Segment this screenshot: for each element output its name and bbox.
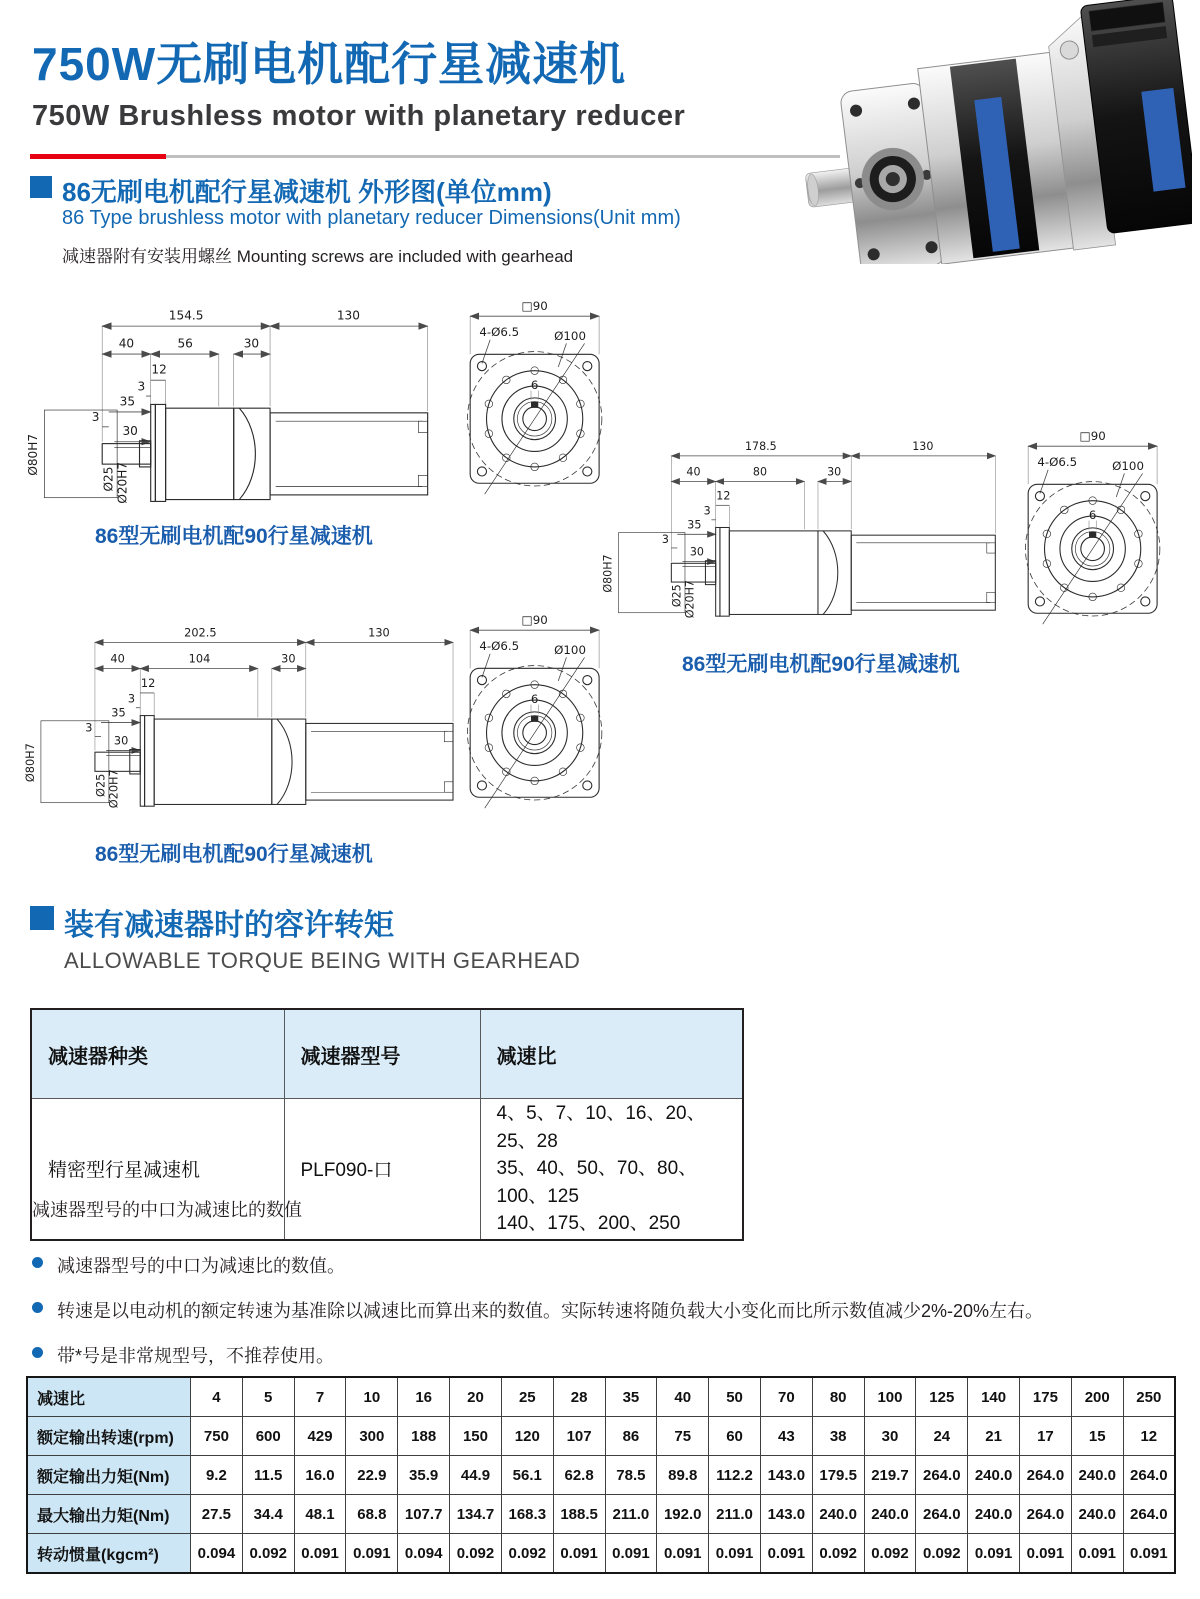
dim-label: Ø20H7 xyxy=(115,461,130,504)
drawing-caption-1: 86型无刷电机配90行星减速机 xyxy=(95,525,373,548)
dim-label: 4-Ø6.5 xyxy=(479,639,520,654)
front-view-drawing-3 xyxy=(452,612,620,819)
spec-cell: 188 xyxy=(398,1417,450,1456)
spec-cell: 24 xyxy=(916,1417,968,1456)
spec-cell: 192.0 xyxy=(657,1495,709,1534)
spec-cell: 68.8 xyxy=(346,1495,398,1534)
dim-label: 3 xyxy=(91,410,100,425)
spec-cell: 600 xyxy=(242,1417,294,1456)
spec-cell: 44.9 xyxy=(450,1456,502,1495)
dim-label: 3 xyxy=(661,532,669,546)
spec-cell: 17 xyxy=(1020,1417,1072,1456)
dim-label: 6 xyxy=(530,691,539,706)
spec-cell: 0.091 xyxy=(657,1534,709,1574)
dim-label: □90 xyxy=(1079,428,1106,443)
spec-cell: 12 xyxy=(1123,1417,1175,1456)
spec-cell: 30 xyxy=(864,1417,916,1456)
dim-label: 56 xyxy=(177,336,193,351)
dim-label: 3 xyxy=(137,379,146,394)
spec-cell: 70 xyxy=(760,1377,812,1417)
spec-cell: 0.091 xyxy=(1020,1534,1072,1574)
spec-cell: 107 xyxy=(553,1417,605,1456)
spec-cell: 134.7 xyxy=(450,1495,502,1534)
spec-cell: 16.0 xyxy=(294,1456,346,1495)
spec-cell: 0.091 xyxy=(968,1534,1020,1574)
spec-cell: 300 xyxy=(346,1417,398,1456)
spec-cell: 240.0 xyxy=(1071,1456,1123,1495)
spec-cell: 20 xyxy=(450,1377,502,1417)
spec-cell: 62.8 xyxy=(553,1456,605,1495)
spec-cell: 143.0 xyxy=(760,1456,812,1495)
page-title: 750W无刷电机配行星减速机 xyxy=(32,38,627,90)
spec-cell: 0.094 xyxy=(191,1534,243,1574)
spec-cell: 264.0 xyxy=(1020,1456,1072,1495)
section-dimensions-subtitle: 86 Type brushless motor with planetary reducer Dimensions(Unit mm) xyxy=(62,207,681,229)
front-view-drawing-1 xyxy=(452,298,620,505)
dim-label: 30 xyxy=(243,336,260,351)
spec-cell: 9.2 xyxy=(191,1456,243,1495)
spec-cell: 211.0 xyxy=(709,1495,761,1534)
bullet-icon xyxy=(32,1347,43,1358)
drawing-caption-2: 86型无刷电机配90行星减速机 xyxy=(682,653,960,676)
spec-row-label: 转动惯量(kgcm²) xyxy=(27,1534,191,1574)
dim-label: 104 xyxy=(188,651,211,666)
reducer-table-header-row xyxy=(31,1009,743,1099)
mounting-screws-note: 减速器附有安装用螺丝 Mounting screws are included with gearhead xyxy=(62,247,574,266)
section-torque-heading xyxy=(30,900,394,944)
spec-table-row xyxy=(27,1417,1175,1456)
dim-label: 202.5 xyxy=(184,625,217,640)
reducer-type-cell: 精密型行星减速机 xyxy=(31,1099,284,1240)
spec-table-body xyxy=(27,1377,1175,1573)
divider-gray-segment xyxy=(166,155,840,158)
spec-cell: 179.5 xyxy=(812,1456,864,1495)
spec-cell: 56.1 xyxy=(501,1456,553,1495)
dim-label: 3 xyxy=(127,691,136,706)
spec-cell: 48.1 xyxy=(294,1495,346,1534)
side-view-drawing-3 xyxy=(20,618,460,840)
spec-cell: 107.7 xyxy=(398,1495,450,1534)
ratios-line: 4、5、7、10、16、20、25、28 xyxy=(496,1103,706,1152)
page-subtitle: 750W Brushless motor with planetary reducer xyxy=(32,100,686,132)
spec-cell: 0.094 xyxy=(398,1534,450,1574)
dim-label: 30 xyxy=(689,545,704,559)
spec-row-label: 额定输出力矩(Nm) xyxy=(27,1456,191,1495)
spec-cell: 5 xyxy=(242,1377,294,1417)
divider-red-segment xyxy=(30,154,166,159)
dim-label: 40 xyxy=(686,465,701,479)
side-view-drawing-2 xyxy=(598,432,1003,649)
spec-cell: 168.3 xyxy=(501,1495,553,1534)
dim-label: Ø100 xyxy=(1112,458,1144,473)
dim-label: 80 xyxy=(752,465,768,479)
spec-cell: 240.0 xyxy=(864,1495,916,1534)
spec-cell: 240.0 xyxy=(1071,1495,1123,1534)
spec-cell: 10 xyxy=(346,1377,398,1417)
section-dimensions-title: 86无刷电机配行星减速机 外形图(单位mm) xyxy=(62,177,552,207)
spec-cell: 0.091 xyxy=(605,1534,657,1574)
spec-cell: 27.5 xyxy=(191,1495,243,1534)
dim-label: 3 xyxy=(703,504,711,518)
dim-label: 35 xyxy=(111,705,126,720)
dim-label: Ø25 xyxy=(101,466,116,492)
dim-label: 130 xyxy=(912,439,934,453)
spec-cell: 35 xyxy=(605,1377,657,1417)
dim-label: 40 xyxy=(118,336,135,351)
spec-cell: 0.092 xyxy=(242,1534,294,1574)
spec-cell: 11.5 xyxy=(242,1456,294,1495)
spec-cell: 200 xyxy=(1071,1377,1123,1417)
dim-label: □90 xyxy=(521,298,548,313)
spec-row-label: 最大输出力矩(Nm) xyxy=(27,1495,191,1534)
spec-cell: 21 xyxy=(968,1417,1020,1456)
dim-label: 12 xyxy=(151,362,167,377)
spec-cell: 240.0 xyxy=(968,1456,1020,1495)
spec-row-label: 减速比 xyxy=(27,1377,191,1417)
front-view-drawing-2 xyxy=(1010,428,1178,635)
dim-label: □90 xyxy=(521,612,548,627)
note-text: 转速是以电动机的额定转速为基准除以减速比而算出来的数值。实际转速将随负载大小变化而比所示数值减少2%-20%左右。 xyxy=(57,1301,1044,1321)
spec-cell: 16 xyxy=(398,1377,450,1417)
spec-table-row xyxy=(27,1377,1175,1417)
keyway xyxy=(1089,532,1096,538)
spec-cell: 60 xyxy=(709,1417,761,1456)
spec-table-row xyxy=(27,1456,1175,1495)
section-dimensions-heading xyxy=(30,172,552,209)
spec-cell: 264.0 xyxy=(1020,1495,1072,1534)
bullet-icon xyxy=(32,1257,43,1268)
dim-label: 4-Ø6.5 xyxy=(479,325,520,340)
dim-label: Ø25 xyxy=(93,773,108,797)
spec-cell: 264.0 xyxy=(1123,1495,1175,1534)
dim-label: 30 xyxy=(122,424,138,439)
reducer-ratios-cell xyxy=(480,1099,743,1240)
spec-cell: 0.091 xyxy=(1123,1534,1175,1574)
spec-cell: 0.092 xyxy=(450,1534,502,1574)
spec-cell: 78.5 xyxy=(605,1456,657,1495)
section-torque-title: 装有减速器时的容许转矩 xyxy=(64,909,394,942)
reducer-table-note: 减速器型号的中口为减速比的数值 xyxy=(32,1200,302,1220)
spec-cell: 0.091 xyxy=(553,1534,605,1574)
dim-label: 30 xyxy=(281,651,296,666)
list-item xyxy=(30,1252,1180,1278)
spec-cell: 140 xyxy=(968,1377,1020,1417)
dim-label: 130 xyxy=(368,625,390,640)
spec-cell: 429 xyxy=(294,1417,346,1456)
spec-cell: 35.9 xyxy=(398,1456,450,1495)
motor-photo-illustration xyxy=(800,0,1192,264)
spec-cell: 75 xyxy=(657,1417,709,1456)
spec-cell: 0.092 xyxy=(501,1534,553,1574)
keyway xyxy=(531,716,538,722)
spec-cell: 750 xyxy=(191,1417,243,1456)
divider xyxy=(30,154,840,159)
spec-table-row xyxy=(27,1534,1175,1574)
dim-label: Ø20H7 xyxy=(683,580,697,619)
dim-label: Ø80H7 xyxy=(22,743,37,783)
reducer-col-model: 减速器型号 xyxy=(284,1009,480,1099)
spec-cell: 125 xyxy=(916,1377,968,1417)
spec-cell: 219.7 xyxy=(864,1456,916,1495)
spec-cell: 15 xyxy=(1071,1417,1123,1456)
spec-table xyxy=(26,1376,1176,1574)
dim-label: 130 xyxy=(336,308,360,323)
spec-cell: 250 xyxy=(1123,1377,1175,1417)
spec-cell: 89.8 xyxy=(657,1456,709,1495)
spec-cell: 22.9 xyxy=(346,1456,398,1495)
spec-row-label: 额定输出转速(rpm) xyxy=(27,1417,191,1456)
spec-cell: 38 xyxy=(812,1417,864,1456)
reducer-col-type: 减速器种类 xyxy=(31,1009,284,1099)
dim-label: Ø80H7 xyxy=(601,554,615,593)
keyway xyxy=(531,402,538,408)
spec-cell: 43 xyxy=(760,1417,812,1456)
spec-cell: 0.091 xyxy=(709,1534,761,1574)
spec-cell: 86 xyxy=(605,1417,657,1456)
note-text: 带*号是非常规型号，不推荐使用。 xyxy=(57,1346,335,1366)
section-marker-icon xyxy=(30,906,54,930)
spec-cell: 120 xyxy=(501,1417,553,1456)
section-marker-icon xyxy=(30,176,52,198)
ratios-line: 35、40、50、70、80、100、125 xyxy=(496,1158,698,1207)
section-torque-subtitle: ALLOWABLE TORQUE BEING WITH GEARHEAD xyxy=(64,948,581,973)
spec-cell: 34.4 xyxy=(242,1495,294,1534)
spec-cell: 40 xyxy=(657,1377,709,1417)
dim-label: 40 xyxy=(110,651,125,666)
spec-cell: 0.091 xyxy=(346,1534,398,1574)
dim-label: 30 xyxy=(827,465,842,479)
spec-cell: 28 xyxy=(553,1377,605,1417)
product-photo xyxy=(800,0,1192,264)
reducer-model-cell: PLF090-口 xyxy=(284,1099,480,1240)
spec-cell: 150 xyxy=(450,1417,502,1456)
dim-label: 154.5 xyxy=(168,308,204,323)
dim-label: 6 xyxy=(1088,507,1097,522)
list-item xyxy=(30,1342,1180,1368)
list-item xyxy=(30,1297,1180,1323)
dim-label: Ø25 xyxy=(670,584,684,608)
dim-label: 35 xyxy=(119,394,136,409)
spec-cell: 264.0 xyxy=(916,1456,968,1495)
spec-cell: 80 xyxy=(812,1377,864,1417)
spec-cell: 0.092 xyxy=(864,1534,916,1574)
spec-cell: 7 xyxy=(294,1377,346,1417)
spec-cell: 0.092 xyxy=(812,1534,864,1574)
ratios-line: 140、175、200、250 xyxy=(496,1213,681,1235)
spec-cell: 264.0 xyxy=(916,1495,968,1534)
spec-cell: 175 xyxy=(1020,1377,1072,1417)
note-text: 减速器型号的中口为减速比的数值。 xyxy=(57,1256,345,1276)
dim-label: Ø100 xyxy=(554,328,586,343)
spec-cell: 211.0 xyxy=(605,1495,657,1534)
spec-cell: 143.0 xyxy=(760,1495,812,1534)
dim-label: 6 xyxy=(530,377,539,392)
dim-label: 12 xyxy=(140,675,156,690)
dim-label: 3 xyxy=(85,720,93,735)
notes-list xyxy=(30,1252,1180,1387)
dim-label: 30 xyxy=(113,733,129,748)
spec-cell: 112.2 xyxy=(709,1456,761,1495)
spec-cell: 240.0 xyxy=(968,1495,1020,1534)
spec-table-row xyxy=(27,1495,1175,1534)
dim-label: Ø100 xyxy=(554,642,586,657)
spec-cell: 188.5 xyxy=(553,1495,605,1534)
dim-label: Ø20H7 xyxy=(106,769,121,809)
spec-cell: 0.092 xyxy=(916,1534,968,1574)
spec-cell: 240.0 xyxy=(812,1495,864,1534)
spec-cell: 50 xyxy=(709,1377,761,1417)
spec-cell: 0.091 xyxy=(294,1534,346,1574)
spec-cell: 100 xyxy=(864,1377,916,1417)
spec-cell: 25 xyxy=(501,1377,553,1417)
spec-cell: 0.091 xyxy=(760,1534,812,1574)
dim-label: 4-Ø6.5 xyxy=(1037,455,1078,470)
drawing-caption-3: 86型无刷电机配90行星减速机 xyxy=(95,843,373,866)
spec-cell: 264.0 xyxy=(1123,1456,1175,1495)
dim-label: 35 xyxy=(687,518,702,532)
reducer-col-ratio: 减速比 xyxy=(480,1009,743,1099)
spec-cell: 4 xyxy=(191,1377,243,1417)
dim-label: 178.5 xyxy=(744,439,777,453)
dim-label: Ø80H7 xyxy=(25,433,40,476)
dim-label: 12 xyxy=(716,489,731,503)
side-view-drawing-1 xyxy=(22,300,437,538)
spec-cell: 0.091 xyxy=(1071,1534,1123,1574)
bullet-icon xyxy=(32,1302,43,1313)
